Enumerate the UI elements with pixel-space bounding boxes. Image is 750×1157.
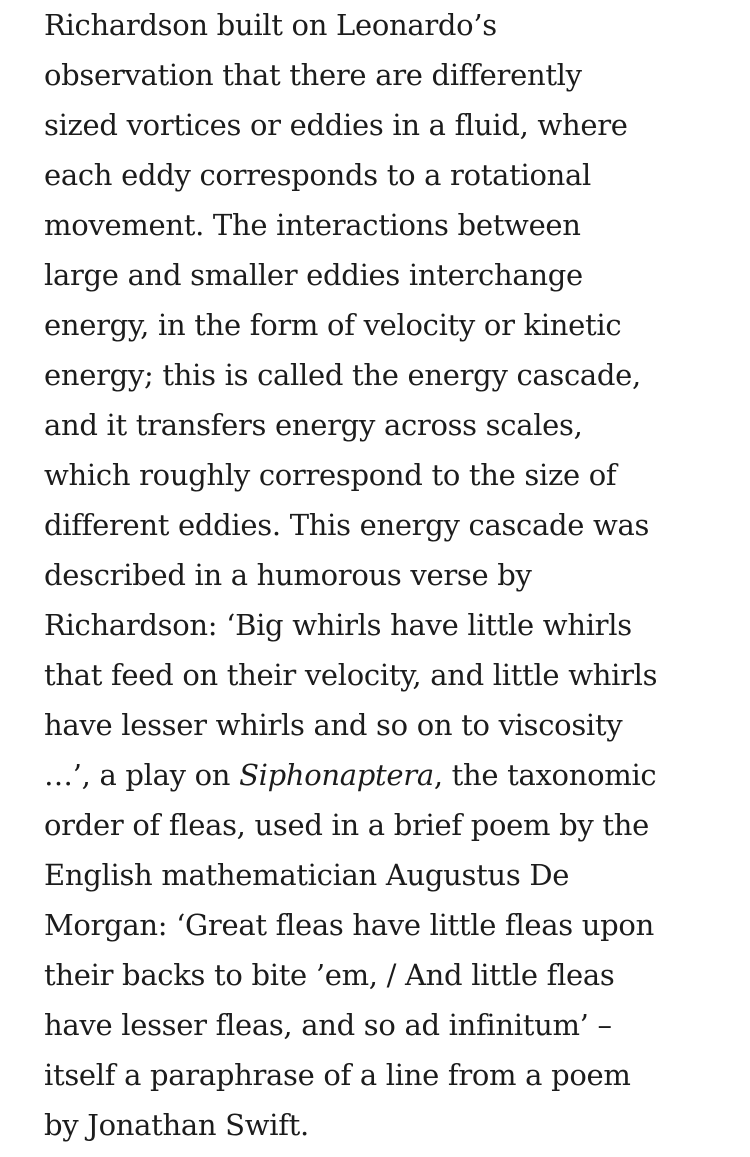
text-line: energy; this is called the energy cascade, [44,358,641,392]
text-line: English mathematician Augustus De [44,858,570,892]
text-segment: …’, a play on [44,758,240,792]
text-line: order of fleas, used in a brief poem by the [44,808,649,842]
text-line: energy, in the form of velocity or kinetic [44,308,622,342]
text-line: Richardson built on Leonardo’s [44,8,497,42]
text-line: have lesser fleas, and so ad infinitum’ – [44,1008,612,1042]
text-line: their backs to bite ’em, / And little fleas [44,958,615,992]
text-line: that feed on their velocity, and little whirls [44,658,658,692]
text-line: observation that there are differently [44,58,582,92]
text-line: each eddy corresponds to a rotational [44,158,591,192]
text-segment: , the taxonomic [433,758,657,792]
text-line: and it transfers energy across scales, [44,408,583,442]
text-line: different eddies. This energy cascade was [44,508,650,542]
text-line: Morgan: ‘Great fleas have little fleas upon [44,908,654,942]
text-line: large and smaller eddies interchange [44,258,583,292]
text-line: which roughly correspond to the size of [44,458,617,492]
article-body [44,0,734,1150]
text-line: Richardson: ‘Big whirls have little whirls [44,608,632,642]
text-line: described in a humorous verse by [44,558,532,592]
text-line: movement. The interactions between [44,208,581,242]
text-line: sized vortices or eddies in a fluid, where [44,108,628,142]
italic-term: Siphonaptera [239,758,434,792]
text-line [44,750,734,800]
text-line: have lesser whirls and so on to viscosity [44,708,623,742]
text-line: by Jonathan Swift. [44,1108,309,1142]
text-line: itself a paraphrase of a line from a poem [44,1058,631,1092]
